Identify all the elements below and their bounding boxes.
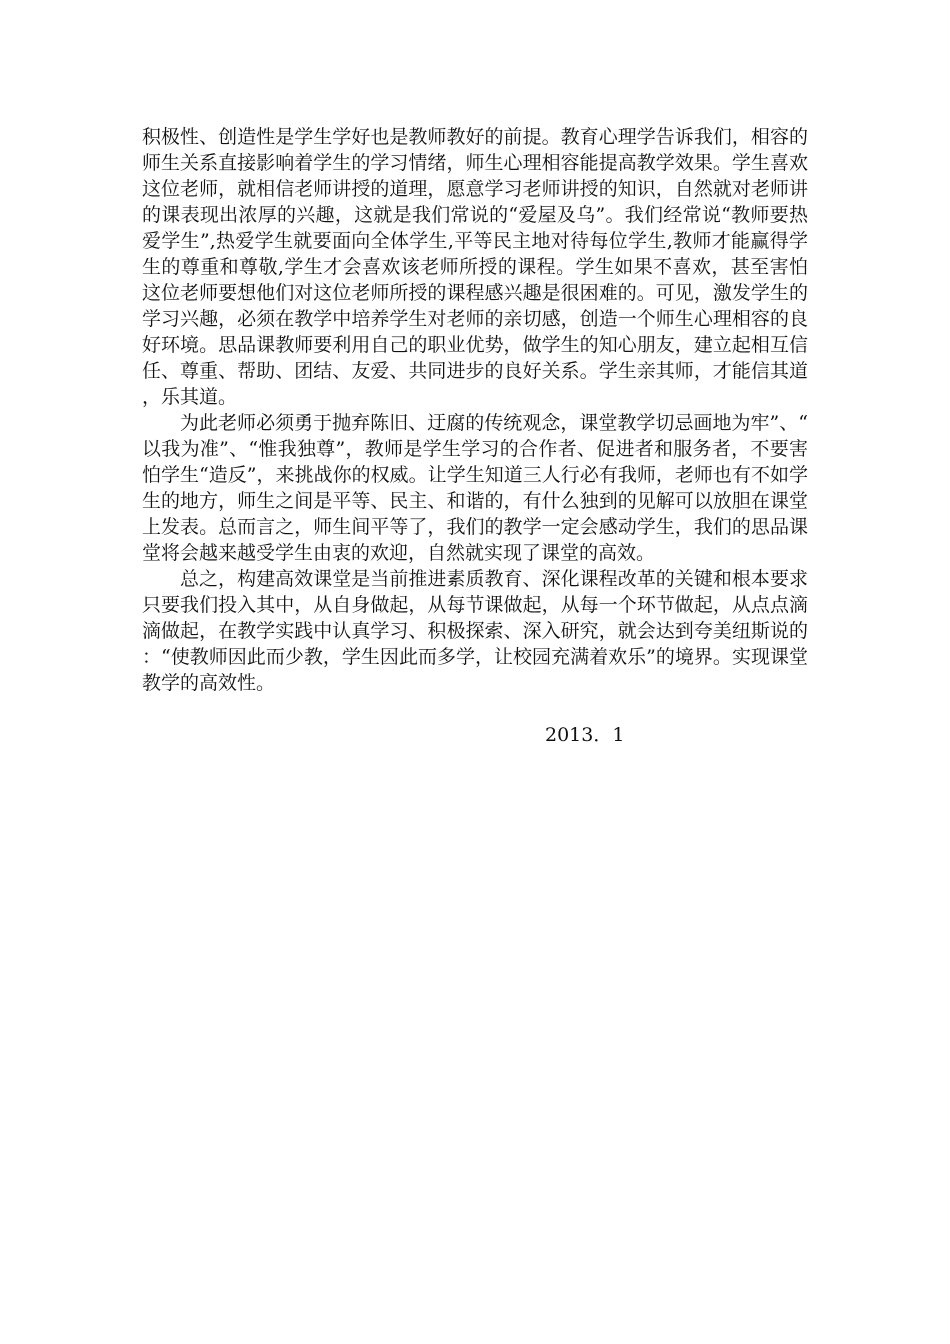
paragraph-2: 为此老师必须勇于抛弃陈旧、迂腐的传统观念，课堂教学切忌画地为牢”、“以我为准”、“惟我独尊”，教师是学生学习的合作者、促进者和服务者，不要害怕学生“造反”，来挑战你的权威。让学生知道三人行必有我师，老师也有不如学生的地方，师生之间是平等、民主、和谐的，有什么独到的见解可以放胆在课堂上发表。总而言之，师生间平等了，我们的教学一定会感动学生，我们的思品课堂将会越来越受学生由衷的欢迎，自然就实现了课堂的高效。 <box>142 412 808 564</box>
document-date: 2013．1 <box>545 724 625 746</box>
paragraph-1: 积极性、创造性是学生学好也是教师教好的前提。教育心理学告诉我们，相容的师生关系直接影响着学生的学习情绪，师生心理相容能提高教学效果。学生喜欢这位老师，就相信老师讲授的道理，愿意学习老师讲授的知识，自然就对老师讲的课表现出浓厚的兴趣，这就是我们常说的“爱屋及乌”。我们经常说“教师要热爱学生”,热爱学生就要面向全体学生,平等民主地对待每位学生,教师才能赢得学生的尊重和尊敬,学生才会喜欢该老师所授的课程。学生如果不喜欢，甚至害怕这位老师要想他们对这位老师所授的课程感兴趣是很困难的。可见，激发学生的学习兴趣，必须在教学中培养学生对老师的亲切感，创造一个师生心理相容的良好环境。思品课教师要利用自己的职业优势，做学生的知心朋友，建立起相互信任、尊重、帮助、团结、友爱、共同进步的良好关系。学生亲其师，才能信其道，乐其道。 <box>142 126 808 408</box>
paragraph-3: 总之，构建高效课堂是当前推进素质教育、深化课程改革的关键和根本要求只要我们投入其中，从自身做起，从每节课做起，从每一个环节做起，从点点滴滴做起，在教学实践中认真学习、积极探索、深入研究，就会达到夸美纽斯说的：“使教师因此而少教，学生因此而多学，让校园充满着欢乐”的境界。实现课堂教学的高效性。 <box>142 568 808 694</box>
document-body <box>142 124 808 696</box>
